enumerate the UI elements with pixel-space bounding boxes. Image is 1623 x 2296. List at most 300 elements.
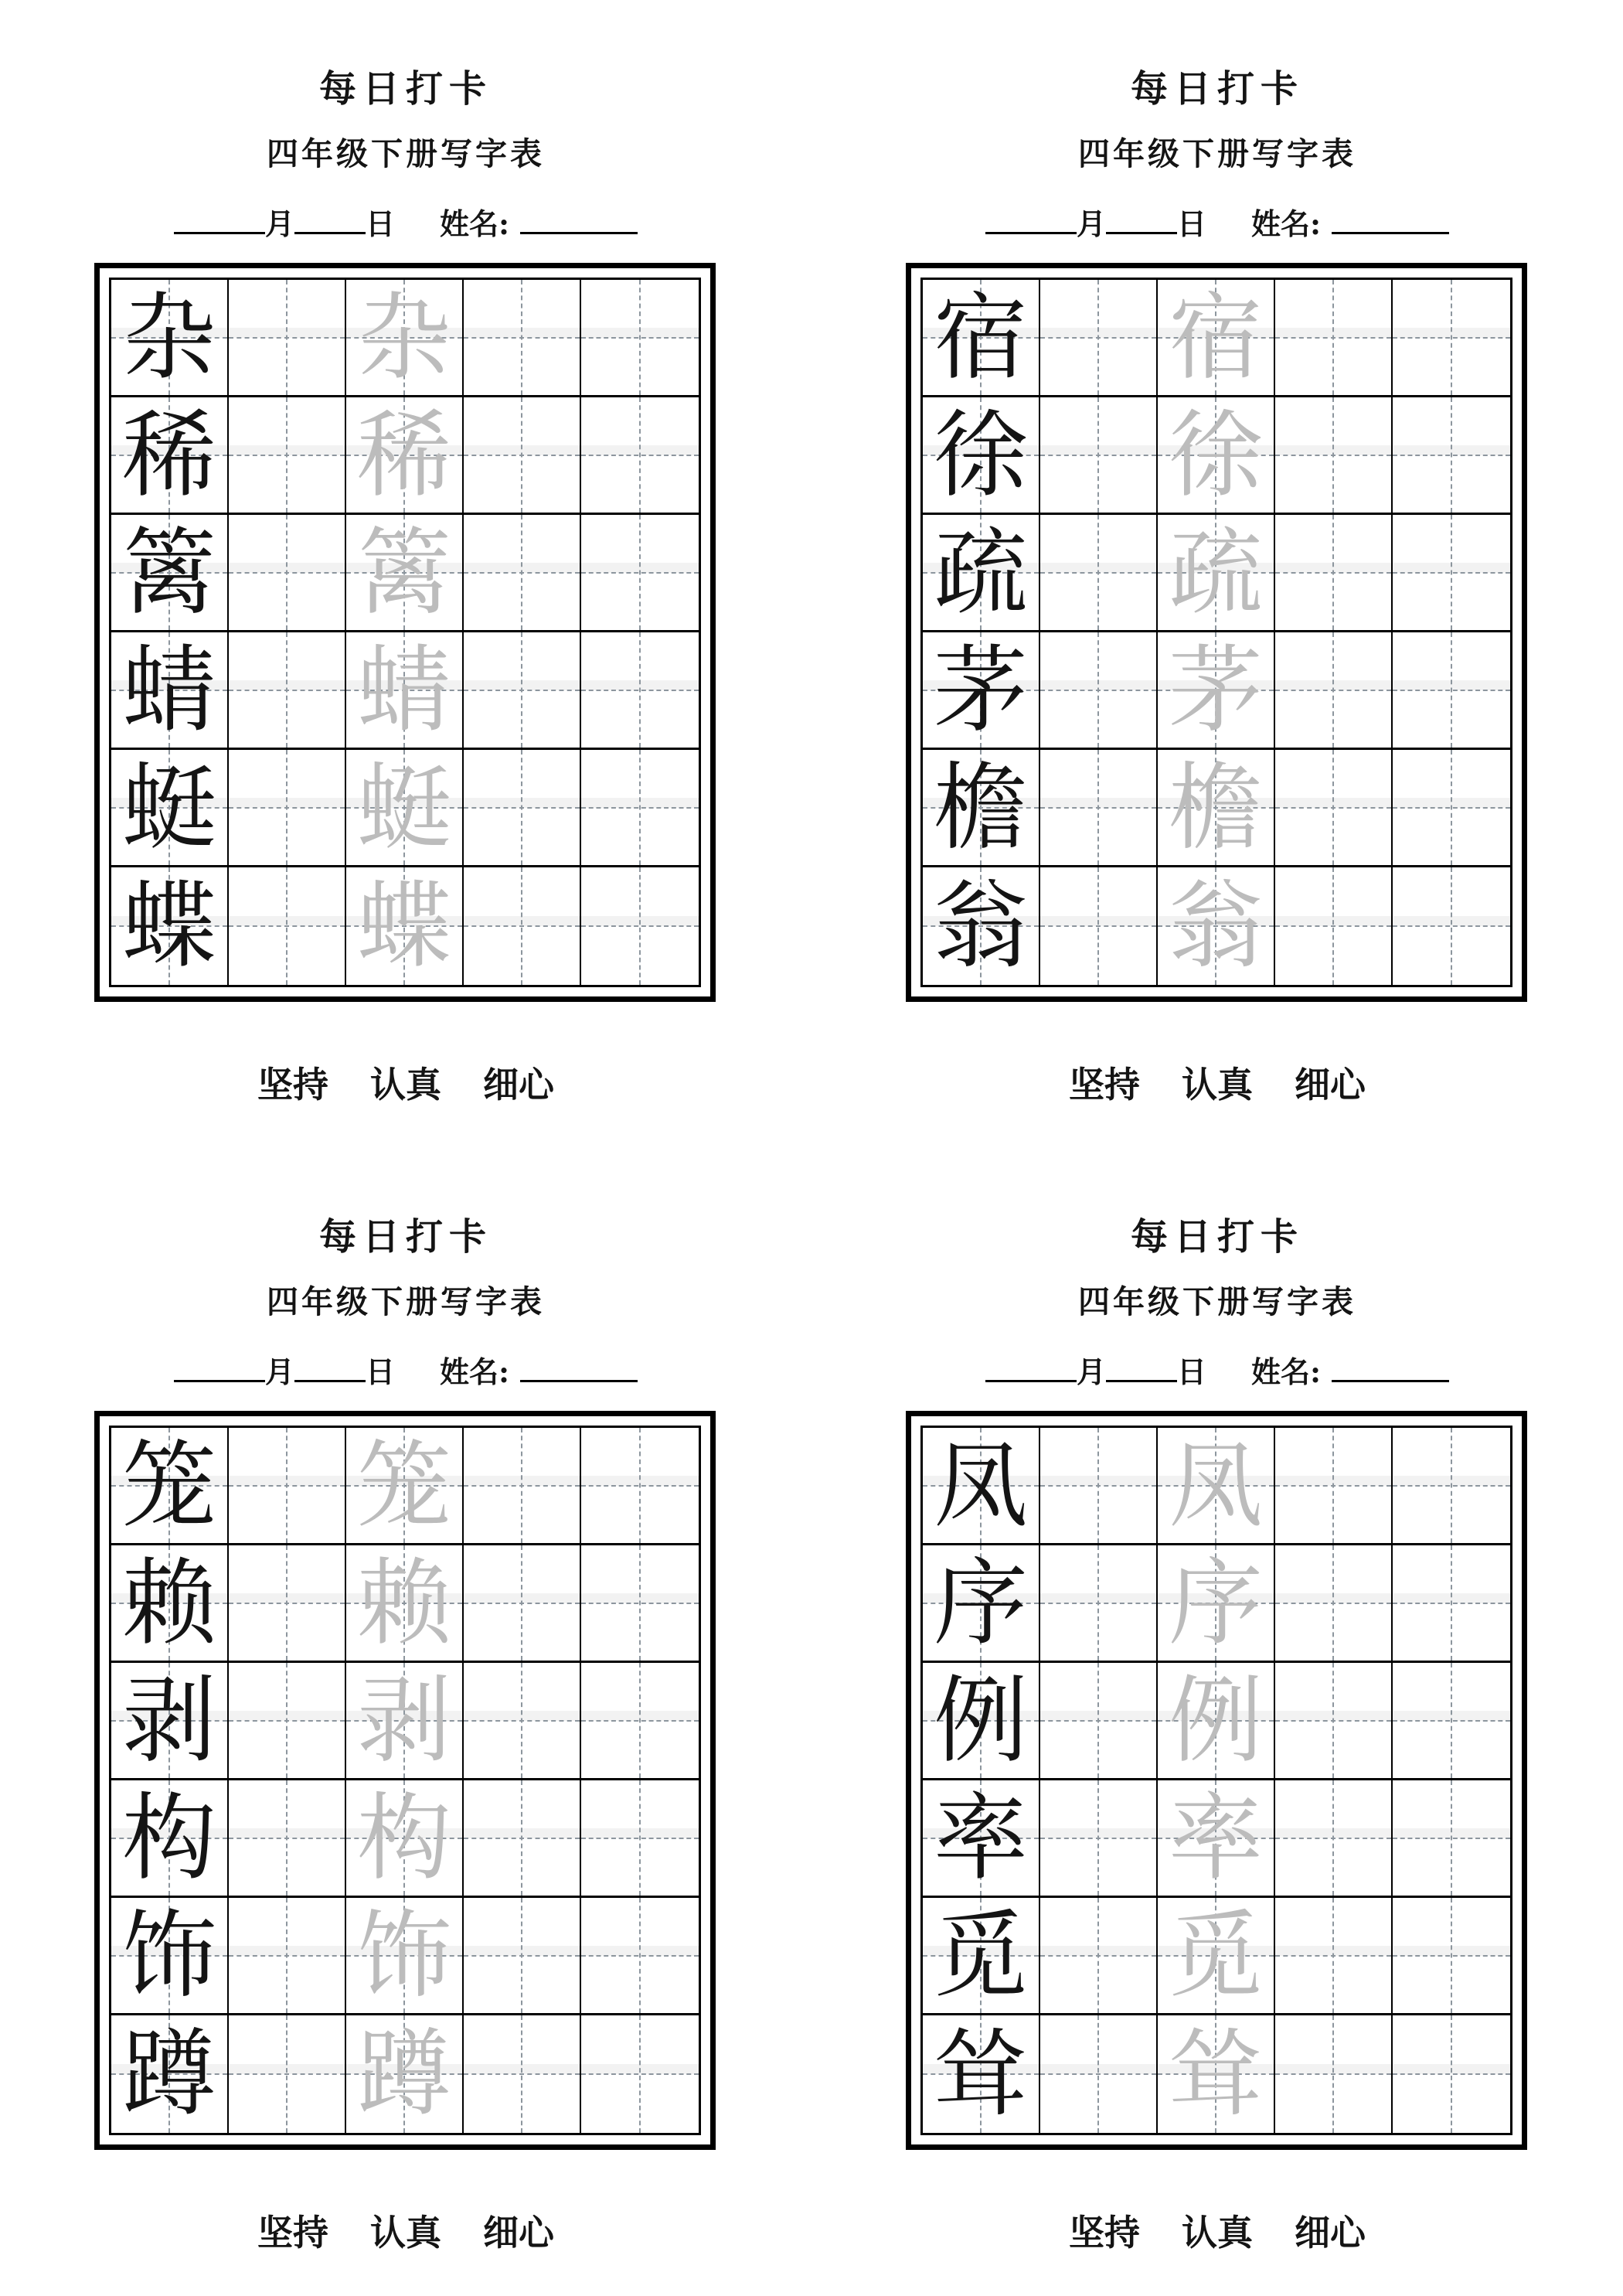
model-character: 耸 xyxy=(934,2019,1028,2129)
practice-cell xyxy=(581,280,699,397)
day-label: 日 xyxy=(365,1354,395,1389)
trace-character: 觅 xyxy=(1169,1900,1263,2011)
vertical-guide-line xyxy=(286,2015,288,2133)
practice-cell xyxy=(111,1780,229,1898)
practice-cell xyxy=(1275,280,1393,397)
practice-cell xyxy=(581,2015,699,2133)
practice-cell xyxy=(923,632,1040,750)
month-blank-line xyxy=(174,206,265,234)
month-blank-line xyxy=(985,1354,1077,1382)
vertical-guide-line xyxy=(639,867,641,985)
vertical-guide-line xyxy=(1332,515,1334,630)
practice-cell xyxy=(464,1898,581,2015)
vertical-guide-line xyxy=(1451,632,1452,748)
practice-cell xyxy=(346,1428,464,1545)
model-character: 蜻 xyxy=(122,635,216,745)
practice-cell xyxy=(923,397,1040,515)
vertical-guide-line xyxy=(1097,1898,1099,2013)
vertical-guide-line xyxy=(1332,2015,1334,2133)
practice-cell xyxy=(1393,632,1510,750)
practice-cell xyxy=(464,515,581,632)
model-character: 凤 xyxy=(934,1430,1028,1541)
model-character: 构 xyxy=(122,1783,216,1893)
vertical-guide-line xyxy=(286,867,288,985)
practice-cell xyxy=(346,1780,464,1898)
practice-cell xyxy=(1158,1428,1275,1545)
vertical-guide-line xyxy=(1451,397,1452,513)
footer-word: 细心 xyxy=(483,1064,554,1105)
vertical-guide-line xyxy=(1332,750,1334,865)
vertical-guide-line xyxy=(521,750,522,865)
model-character: 笼 xyxy=(122,1430,216,1541)
practice-cell xyxy=(229,280,346,397)
practice-cell xyxy=(1040,280,1158,397)
day-label: 日 xyxy=(1176,206,1206,241)
practice-cell xyxy=(229,2015,346,2133)
practice-cell xyxy=(1275,397,1393,515)
day-blank-line xyxy=(294,1354,366,1382)
day-label: 日 xyxy=(1176,1354,1206,1389)
practice-cell xyxy=(346,515,464,632)
practice-grid xyxy=(109,278,701,987)
month-blank-line xyxy=(985,206,1077,234)
vertical-guide-line xyxy=(1097,632,1099,748)
practice-cell xyxy=(923,1428,1040,1545)
practice-cell xyxy=(1158,515,1275,632)
practice-grid-frame xyxy=(94,1411,716,2150)
model-character: 茅 xyxy=(934,635,1028,745)
model-character: 觅 xyxy=(934,1900,1028,2011)
day-blank-line xyxy=(294,206,366,234)
vertical-guide-line xyxy=(639,1898,641,2013)
practice-cell xyxy=(1275,1545,1393,1663)
practice-cell xyxy=(229,750,346,867)
name-blank-line xyxy=(520,206,638,234)
practice-cell xyxy=(1393,2015,1510,2133)
practice-card-top-right xyxy=(812,0,1623,1148)
practice-cell xyxy=(1393,1428,1510,1545)
name-label: 姓名: xyxy=(1251,206,1322,241)
model-character: 杂 xyxy=(122,282,216,393)
practice-cell xyxy=(581,750,699,867)
vertical-guide-line xyxy=(521,1428,522,1543)
practice-cell xyxy=(1040,1545,1158,1663)
practice-cell xyxy=(229,1898,346,2015)
model-character: 疏 xyxy=(934,517,1028,628)
model-character: 翁 xyxy=(934,871,1028,981)
trace-character: 翁 xyxy=(1169,871,1263,981)
trace-character: 徐 xyxy=(1169,400,1263,510)
practice-cell xyxy=(581,1663,699,1780)
month-label: 月 xyxy=(1076,1354,1106,1389)
vertical-guide-line xyxy=(521,867,522,985)
card-subtitle: 四年级下册写字表 xyxy=(267,1283,545,1320)
practice-cell xyxy=(923,867,1040,985)
practice-cell xyxy=(1393,515,1510,632)
practice-grid-frame xyxy=(906,263,1527,1002)
practice-cell xyxy=(464,280,581,397)
trace-character: 稀 xyxy=(357,400,451,510)
practice-cell xyxy=(229,515,346,632)
practice-cell xyxy=(229,397,346,515)
vertical-guide-line xyxy=(286,1428,288,1543)
footer-word: 细心 xyxy=(1295,2212,1366,2253)
vertical-guide-line xyxy=(1332,397,1334,513)
practice-cell xyxy=(1393,750,1510,867)
card-footer xyxy=(0,2213,812,2253)
date-name-line xyxy=(0,1354,812,1390)
name-blank-line xyxy=(1332,1354,1449,1382)
month-label: 月 xyxy=(1076,206,1106,241)
model-character: 宿 xyxy=(934,282,1028,393)
practice-cell xyxy=(923,280,1040,397)
practice-cell xyxy=(923,1780,1040,1898)
vertical-guide-line xyxy=(286,1545,288,1661)
trace-character: 饰 xyxy=(357,1900,451,2011)
vertical-guide-line xyxy=(1332,1780,1334,1896)
practice-cell xyxy=(111,750,229,867)
model-character: 率 xyxy=(934,1783,1028,1893)
practice-cell xyxy=(1158,1780,1275,1898)
model-character: 剥 xyxy=(122,1665,216,1776)
vertical-guide-line xyxy=(521,515,522,630)
practice-cell xyxy=(1275,2015,1393,2133)
trace-character: 宿 xyxy=(1169,282,1263,393)
practice-cell xyxy=(111,1428,229,1545)
practice-cell xyxy=(581,867,699,985)
vertical-guide-line xyxy=(521,632,522,748)
model-character: 蝶 xyxy=(122,871,216,981)
practice-cell xyxy=(229,1545,346,1663)
practice-cell xyxy=(111,1663,229,1780)
practice-cell xyxy=(464,867,581,985)
practice-cell xyxy=(111,397,229,515)
practice-cell xyxy=(1158,750,1275,867)
practice-grid-frame xyxy=(94,263,716,1002)
vertical-guide-line xyxy=(1451,750,1452,865)
month-label: 月 xyxy=(264,206,294,241)
vertical-guide-line xyxy=(1451,1545,1452,1661)
practice-cell xyxy=(346,2015,464,2133)
name-label: 姓名: xyxy=(440,206,510,241)
trace-character: 蝶 xyxy=(357,871,451,981)
practice-cell xyxy=(923,1545,1040,1663)
trace-character: 篱 xyxy=(357,517,451,628)
trace-character: 蹲 xyxy=(357,2019,451,2129)
footer-word: 坚持 xyxy=(257,2212,328,2253)
vertical-guide-line xyxy=(521,1898,522,2013)
vertical-guide-line xyxy=(639,515,641,630)
name-blank-line xyxy=(520,1354,638,1382)
model-character: 徐 xyxy=(934,400,1028,510)
trace-character: 檐 xyxy=(1169,752,1263,863)
practice-cell xyxy=(464,397,581,515)
practice-cell xyxy=(1158,1898,1275,2015)
practice-card-top-left xyxy=(0,0,812,1148)
practice-cell xyxy=(581,632,699,750)
vertical-guide-line xyxy=(1097,397,1099,513)
practice-cell xyxy=(111,1545,229,1663)
footer-word: 细心 xyxy=(1295,1064,1366,1105)
model-character: 序 xyxy=(934,1548,1028,1658)
practice-cell xyxy=(1040,1428,1158,1545)
trace-character: 笼 xyxy=(357,1430,451,1541)
vertical-guide-line xyxy=(639,1780,641,1896)
practice-cell xyxy=(229,632,346,750)
practice-cell xyxy=(229,1428,346,1545)
card-footer xyxy=(812,1065,1623,1105)
practice-cell xyxy=(1040,515,1158,632)
practice-cell xyxy=(923,2015,1040,2133)
practice-cell xyxy=(1393,280,1510,397)
trace-character: 构 xyxy=(357,1783,451,1893)
practice-cell xyxy=(111,867,229,985)
vertical-guide-line xyxy=(286,397,288,513)
practice-cell xyxy=(581,397,699,515)
model-character: 檐 xyxy=(934,752,1028,863)
model-character: 蹲 xyxy=(122,2019,216,2129)
practice-cell xyxy=(1040,867,1158,985)
practice-cell xyxy=(923,1898,1040,2015)
practice-cell xyxy=(464,750,581,867)
vertical-guide-line xyxy=(521,1663,522,1778)
card-title: 每日打卡 xyxy=(318,1215,492,1259)
vertical-guide-line xyxy=(1451,2015,1452,2133)
vertical-guide-line xyxy=(1451,1780,1452,1896)
footer-word: 坚持 xyxy=(257,1064,328,1105)
practice-cell xyxy=(346,397,464,515)
vertical-guide-line xyxy=(1097,515,1099,630)
trace-character: 杂 xyxy=(357,282,451,393)
vertical-guide-line xyxy=(521,1545,522,1661)
vertical-guide-line xyxy=(286,280,288,395)
card-subtitle: 四年级下册写字表 xyxy=(267,135,545,172)
month-blank-line xyxy=(174,1354,265,1382)
practice-cell xyxy=(923,750,1040,867)
card-subtitle: 四年级下册写字表 xyxy=(1078,1283,1356,1320)
vertical-guide-line xyxy=(286,1663,288,1778)
model-character: 蜓 xyxy=(122,752,216,863)
vertical-guide-line xyxy=(639,750,641,865)
card-title: 每日打卡 xyxy=(1130,1215,1304,1259)
model-character: 赖 xyxy=(122,1548,216,1658)
trace-character: 赖 xyxy=(357,1548,451,1658)
trace-character: 序 xyxy=(1169,1548,1263,1658)
trace-character: 凤 xyxy=(1169,1430,1263,1541)
footer-word: 坚持 xyxy=(1069,1064,1140,1105)
practice-cell xyxy=(464,1428,581,1545)
practice-cell xyxy=(1275,515,1393,632)
vertical-guide-line xyxy=(1097,1428,1099,1543)
practice-cell xyxy=(1158,867,1275,985)
model-character: 例 xyxy=(934,1665,1028,1776)
name-blank-line xyxy=(1332,206,1449,234)
vertical-guide-line xyxy=(639,1663,641,1778)
footer-word: 认真 xyxy=(1182,2212,1253,2253)
practice-cell xyxy=(464,1663,581,1780)
vertical-guide-line xyxy=(286,632,288,748)
day-blank-line xyxy=(1106,1354,1177,1382)
practice-cell xyxy=(111,1898,229,2015)
trace-character: 茅 xyxy=(1169,635,1263,745)
practice-cell xyxy=(1393,1780,1510,1898)
vertical-guide-line xyxy=(1097,1663,1099,1778)
practice-cell xyxy=(923,515,1040,632)
practice-cell xyxy=(1275,867,1393,985)
practice-cell xyxy=(346,867,464,985)
practice-cell xyxy=(1040,1898,1158,2015)
card-footer xyxy=(812,2213,1623,2253)
practice-cell xyxy=(1275,632,1393,750)
trace-character: 率 xyxy=(1169,1783,1263,1893)
practice-cell xyxy=(581,1898,699,2015)
vertical-guide-line xyxy=(521,1780,522,1896)
practice-cell xyxy=(581,1428,699,1545)
model-character: 稀 xyxy=(122,400,216,510)
practice-grid xyxy=(920,1426,1512,2135)
vertical-guide-line xyxy=(1332,1663,1334,1778)
vertical-guide-line xyxy=(286,515,288,630)
practice-card-bottom-left xyxy=(0,1148,812,2296)
practice-cell xyxy=(581,1780,699,1898)
practice-cell xyxy=(111,2015,229,2133)
practice-cell xyxy=(1158,1663,1275,1780)
practice-cell xyxy=(1158,2015,1275,2133)
practice-cell xyxy=(346,632,464,750)
date-name-line xyxy=(812,206,1623,242)
vertical-guide-line xyxy=(521,2015,522,2133)
vertical-guide-line xyxy=(286,750,288,865)
footer-word: 认真 xyxy=(370,2212,441,2253)
trace-character: 蜻 xyxy=(357,635,451,745)
vertical-guide-line xyxy=(1451,1663,1452,1778)
vertical-guide-line xyxy=(1097,750,1099,865)
vertical-guide-line xyxy=(1451,280,1452,395)
practice-cell xyxy=(923,1663,1040,1780)
vertical-guide-line xyxy=(1097,280,1099,395)
practice-cell xyxy=(1040,2015,1158,2133)
vertical-guide-line xyxy=(1097,1545,1099,1661)
practice-cell xyxy=(346,1898,464,2015)
practice-cell xyxy=(1393,1545,1510,1663)
vertical-guide-line xyxy=(1332,632,1334,748)
vertical-guide-line xyxy=(639,280,641,395)
practice-cell xyxy=(346,1663,464,1780)
practice-cell xyxy=(1040,632,1158,750)
card-title: 每日打卡 xyxy=(318,67,492,111)
vertical-guide-line xyxy=(1332,867,1334,985)
practice-cell xyxy=(1275,1663,1393,1780)
model-character: 篱 xyxy=(122,517,216,628)
trace-character: 例 xyxy=(1169,1665,1263,1776)
name-label: 姓名: xyxy=(440,1354,510,1389)
date-name-line xyxy=(0,206,812,242)
practice-cell xyxy=(1158,1545,1275,1663)
vertical-guide-line xyxy=(1332,280,1334,395)
month-label: 月 xyxy=(264,1354,294,1389)
model-character: 饰 xyxy=(122,1900,216,2011)
practice-cell xyxy=(111,280,229,397)
practice-cell xyxy=(464,1780,581,1898)
practice-cell xyxy=(111,632,229,750)
practice-cell xyxy=(1275,750,1393,867)
practice-cell xyxy=(1158,632,1275,750)
practice-cell xyxy=(1040,397,1158,515)
practice-cell xyxy=(229,1663,346,1780)
vertical-guide-line xyxy=(1097,867,1099,985)
vertical-guide-line xyxy=(639,1545,641,1661)
practice-cell xyxy=(464,1545,581,1663)
practice-cell xyxy=(464,2015,581,2133)
practice-cell xyxy=(1393,1898,1510,2015)
practice-cell xyxy=(346,1545,464,1663)
practice-grid xyxy=(109,1426,701,2135)
practice-cell xyxy=(1275,1780,1393,1898)
practice-cell xyxy=(229,867,346,985)
practice-cell xyxy=(1040,750,1158,867)
practice-grid xyxy=(920,278,1512,987)
vertical-guide-line xyxy=(521,397,522,513)
vertical-guide-line xyxy=(639,632,641,748)
vertical-guide-line xyxy=(1451,1898,1452,2013)
practice-cell xyxy=(1158,280,1275,397)
vertical-guide-line xyxy=(1097,1780,1099,1896)
vertical-guide-line xyxy=(639,2015,641,2133)
practice-cell xyxy=(1040,1780,1158,1898)
practice-cell xyxy=(1275,1428,1393,1545)
footer-word: 认真 xyxy=(370,1064,441,1105)
practice-cell xyxy=(1393,1663,1510,1780)
practice-cell xyxy=(1393,867,1510,985)
trace-character: 疏 xyxy=(1169,517,1263,628)
vertical-guide-line xyxy=(1332,1545,1334,1661)
vertical-guide-line xyxy=(1332,1428,1334,1543)
practice-cell xyxy=(581,1545,699,1663)
vertical-guide-line xyxy=(1451,1428,1452,1543)
practice-cell xyxy=(1275,1898,1393,2015)
day-label: 日 xyxy=(365,206,395,241)
vertical-guide-line xyxy=(639,1428,641,1543)
practice-cell xyxy=(581,515,699,632)
vertical-guide-line xyxy=(521,280,522,395)
trace-character: 耸 xyxy=(1169,2019,1263,2129)
practice-cell xyxy=(346,750,464,867)
vertical-guide-line xyxy=(1451,515,1452,630)
footer-word: 坚持 xyxy=(1069,2212,1140,2253)
practice-cell xyxy=(1040,1663,1158,1780)
practice-cell xyxy=(1158,397,1275,515)
footer-word: 细心 xyxy=(483,2212,554,2253)
vertical-guide-line xyxy=(1097,2015,1099,2133)
name-label: 姓名: xyxy=(1251,1354,1322,1389)
vertical-guide-line xyxy=(1332,1898,1334,2013)
trace-character: 剥 xyxy=(357,1665,451,1776)
practice-cell xyxy=(346,280,464,397)
card-title: 每日打卡 xyxy=(1130,67,1304,111)
date-name-line xyxy=(812,1354,1623,1390)
practice-cell xyxy=(229,1780,346,1898)
practice-card-bottom-right xyxy=(812,1148,1623,2296)
footer-word: 认真 xyxy=(1182,1064,1253,1105)
practice-cell xyxy=(111,515,229,632)
vertical-guide-line xyxy=(639,397,641,513)
vertical-guide-line xyxy=(286,1898,288,2013)
vertical-guide-line xyxy=(286,1780,288,1896)
card-footer xyxy=(0,1065,812,1105)
day-blank-line xyxy=(1106,206,1177,234)
card-subtitle: 四年级下册写字表 xyxy=(1078,135,1356,172)
practice-cell xyxy=(464,632,581,750)
